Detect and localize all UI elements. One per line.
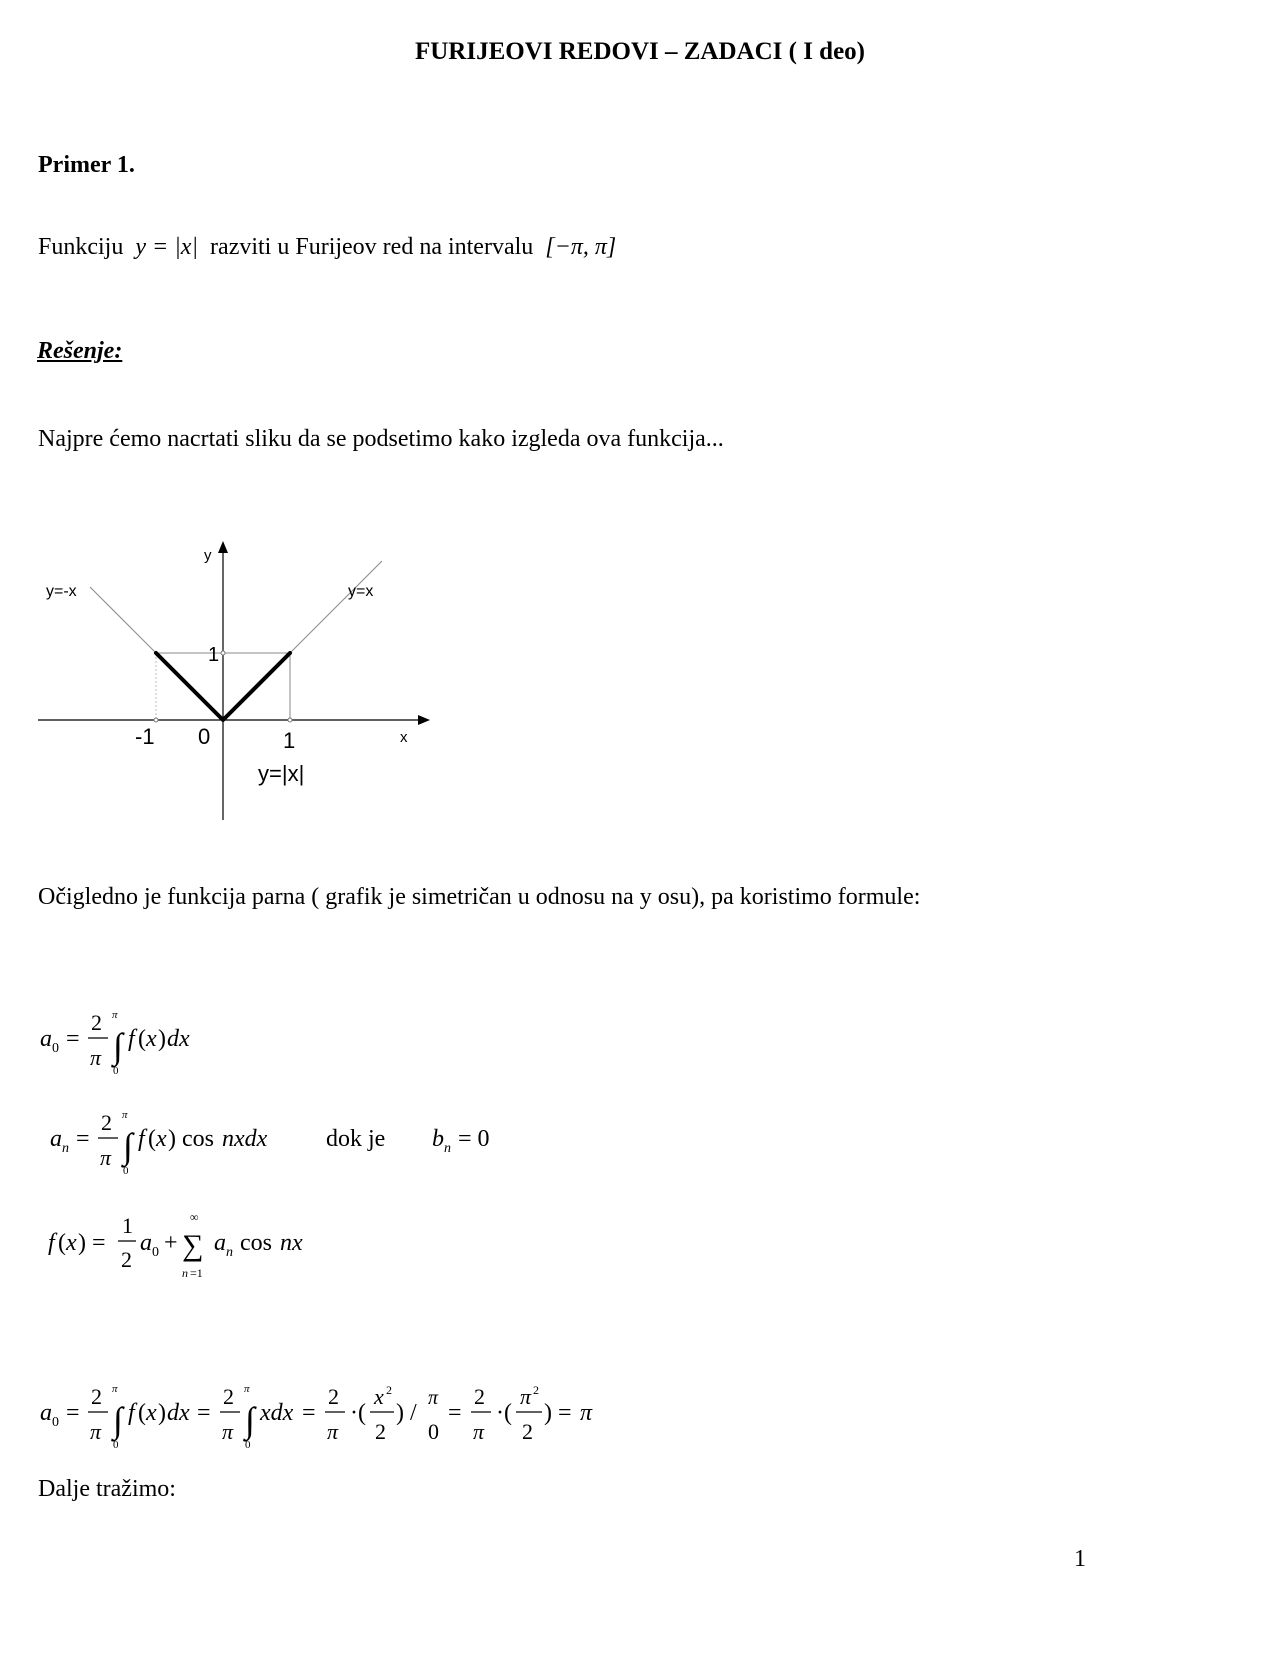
svg-text:f: f: [128, 1026, 135, 1052]
page-number: 1: [1074, 1546, 1086, 1572]
svg-text:π: π: [473, 1419, 485, 1444]
intro-text: Najpre ćemo nacrtati sliku da se podsetimo kako izgleda ova funkcija...: [38, 426, 724, 452]
svg-text:): ): [158, 1026, 166, 1052]
svg-text:0: 0: [245, 1439, 251, 1451]
svg-text:0: 0: [428, 1419, 439, 1444]
line-y-x: [290, 561, 382, 653]
svg-text:π: π: [520, 1384, 532, 1409]
svg-text:): ): [158, 1400, 166, 1426]
tick-x1-dot: [288, 718, 292, 722]
continue-text: Dalje tražimo:: [38, 1476, 176, 1502]
svg-text:cos: cos: [240, 1230, 272, 1256]
svg-text:x: x: [146, 1026, 157, 1052]
svg-text:2: 2: [328, 1384, 339, 1409]
svg-text:f: f: [128, 1400, 135, 1426]
svg-text:=1: =1: [190, 1266, 203, 1280]
even-function-text: Očigledno je funkcija parna ( grafik je simetričan u odnosu na y osu), pa koristimo formule:: [38, 884, 921, 910]
svg-text:cos: cos: [182, 1126, 214, 1152]
x-axis-label: x: [400, 729, 408, 746]
svg-text:nxdx: nxdx: [222, 1126, 268, 1152]
svg-text:π: π: [222, 1419, 234, 1444]
task-interval: [−π, π]: [545, 234, 617, 260]
tick-x1-label: 1: [283, 728, 296, 753]
svg-text:a: a: [40, 1026, 52, 1052]
svg-text:dx: dx: [167, 1400, 190, 1426]
x-axis-arrow-icon: [418, 715, 430, 725]
svg-text:(: (: [138, 1400, 146, 1426]
svg-text:·(: ·(: [496, 1400, 512, 1426]
formula-a0-definition: [30, 1000, 270, 1080]
svg-text:∫: ∫: [245, 1400, 255, 1440]
tick-y1-label: 1: [208, 644, 220, 666]
dok-je-label: dok je: [326, 1126, 386, 1152]
svg-text:∑: ∑: [182, 1229, 204, 1262]
svg-text:2: 2: [533, 1383, 539, 1397]
svg-text:x: x: [374, 1384, 384, 1409]
task-prefix: Funkciju: [38, 234, 124, 260]
svg-text:a: a: [50, 1126, 62, 1152]
svg-text:=: =: [66, 1026, 80, 1052]
svg-text:π: π: [100, 1145, 112, 1170]
svg-text:2: 2: [522, 1419, 533, 1444]
svg-text:=: =: [66, 1400, 80, 1426]
svg-text:n: n: [62, 1141, 69, 1156]
svg-text:) =: ) =: [544, 1400, 572, 1426]
svg-text:) /: ) /: [396, 1400, 417, 1426]
svg-text:n: n: [444, 1141, 451, 1156]
formula-a0-calculation: [30, 1370, 630, 1460]
svg-text:xdx: xdx: [260, 1400, 294, 1426]
svg-text:0: 0: [52, 1041, 59, 1056]
svg-text:f: f: [138, 1126, 145, 1152]
svg-text:2: 2: [223, 1384, 234, 1409]
svg-text:a: a: [214, 1230, 226, 1256]
svg-text:b: b: [432, 1126, 444, 1152]
svg-text:= 0: = 0: [458, 1126, 490, 1152]
line-y-neg-x: [90, 587, 156, 653]
svg-text:x: x: [146, 1400, 157, 1426]
svg-text:n: n: [182, 1266, 188, 1280]
y-axis-label: y: [204, 547, 212, 564]
svg-text:=: =: [448, 1400, 462, 1426]
svg-text:+: +: [164, 1230, 178, 1256]
svg-text:2: 2: [91, 1384, 102, 1409]
svg-text:): ): [168, 1126, 176, 1152]
tick-y1-dot: [221, 651, 225, 655]
tick-xneg1-label: -1: [135, 724, 155, 749]
task-middle: razviti u Furijeov red na intervalu: [210, 234, 534, 260]
svg-text:x: x: [156, 1126, 167, 1152]
svg-text:dx: dx: [167, 1026, 190, 1052]
svg-text:n: n: [226, 1245, 233, 1260]
svg-text:a: a: [40, 1400, 52, 1426]
svg-text:·(: ·(: [350, 1400, 366, 1426]
tick-xneg1-dot: [154, 718, 158, 722]
svg-text:a: a: [140, 1230, 152, 1256]
page-title: FURIJEOVI REDOVI – ZADACI ( I deo): [414, 38, 866, 65]
svg-text:(: (: [58, 1230, 66, 1256]
example-heading: Primer 1.: [38, 152, 135, 178]
formula-fourier-series: [40, 1205, 360, 1290]
svg-text:nx: nx: [280, 1230, 303, 1256]
svg-text:=: =: [197, 1400, 211, 1426]
svg-text:2: 2: [101, 1110, 112, 1135]
svg-text:π: π: [327, 1419, 339, 1444]
svg-text:π: π: [244, 1383, 250, 1395]
svg-text:1: 1: [122, 1213, 133, 1238]
svg-text:2: 2: [474, 1384, 485, 1409]
svg-text:π: π: [428, 1387, 439, 1409]
solution-label: Rešenje:: [37, 338, 123, 364]
task-function: y = |x|: [135, 234, 199, 260]
svg-text:2: 2: [375, 1419, 386, 1444]
svg-text:0: 0: [152, 1245, 159, 1260]
svg-text:(: (: [138, 1026, 146, 1052]
svg-text:∫: ∫: [123, 1126, 133, 1166]
svg-text:0: 0: [52, 1415, 59, 1430]
task-statement: [38, 234, 616, 261]
svg-text:2: 2: [386, 1383, 392, 1397]
svg-text:=: =: [76, 1126, 90, 1152]
tick-zero-label: 0: [198, 724, 211, 749]
svg-text:π: π: [580, 1400, 593, 1426]
function-label: y=|x|: [258, 761, 305, 786]
svg-text:0: 0: [113, 1065, 119, 1077]
svg-text:x: x: [66, 1230, 77, 1256]
svg-text:π: π: [112, 1383, 118, 1395]
svg-text:2: 2: [91, 1010, 102, 1035]
svg-text:f: f: [48, 1230, 55, 1256]
svg-text:(: (: [148, 1126, 156, 1152]
svg-text:∫: ∫: [113, 1400, 123, 1440]
right-line-label: y=x: [348, 583, 374, 600]
svg-text:π: π: [90, 1419, 102, 1444]
formula-an-definition: [40, 1102, 520, 1182]
svg-text:π: π: [122, 1109, 128, 1121]
svg-text:π: π: [90, 1045, 102, 1070]
left-line-label: y=-x: [46, 583, 77, 600]
svg-text:∫: ∫: [113, 1026, 123, 1066]
svg-text:0: 0: [113, 1439, 119, 1451]
svg-text:0: 0: [123, 1165, 129, 1177]
y-axis-arrow-icon: [218, 541, 228, 553]
svg-text:) =: ) =: [78, 1230, 106, 1256]
svg-text:∞: ∞: [190, 1210, 199, 1224]
svg-text:π: π: [112, 1009, 118, 1021]
abs-function-graph: [30, 530, 450, 830]
svg-text:2: 2: [121, 1247, 132, 1272]
svg-text:=: =: [302, 1400, 316, 1426]
